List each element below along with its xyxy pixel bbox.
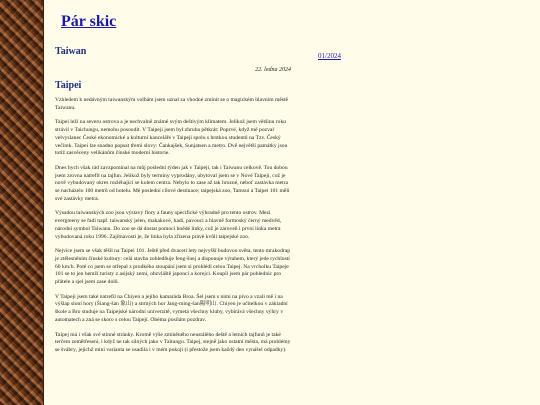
woven-pattern-sidebar: [0, 0, 44, 405]
article-paragraph: Nejvíce jsem se však těšil na Taipei 101. Ještě před dvaceti lety nejvyšší budovou světa, tento mrakodrap je ztělesněním čínské kultury: celá stavba zohledňuje feng-šuej a disponuje výtahem, který jede rychlostí 60 km/h. Poté co jsem se otřepal z prudkého stoupání jsem si prohlédl celou Taipej. Na vrcholku Taipeje 101 se to jen hemží turisty z asijský zemí, obzvláště japonci a korejci. Koupil jsem pár pohlednic pro přátele a sjel jsem zase dolů.: [55, 248, 291, 286]
archive-link[interactable]: 01/2024: [318, 52, 341, 60]
article-paragraph: Dnes bych však rád zavzpomínal na můj poslední týden jak v Taipeji, tak i Taiwanu celkově. Tou dobou jsem zrovna natrefil na tajfun. Jelikož byly termíny vyprodány, ubytoval jsem se v Nové Taipeji, což je nově vybudovaný okres rozléhající se kolem centra. Nebylo to zase až tak hrozné, neboť zastávka metra se nacházelo 100 metrů od hotelu. Mé poslední cílové destinace; taipejská zoo, Tamsui a Taipei 101 měli své zastávky metra.: [55, 164, 290, 202]
site-title-link[interactable]: Pár skic: [61, 13, 117, 30]
article-paragraph: Výsadou taiwanských zoo jsou výstavy flory a fauny specifické výhradně pro tento ostrov. Mezi evergreeny se řadí např. taiwanský jelen, makakové, hadi, pavouci a hlavně formoský černý medvěd, národní symbol Taiwanu. Do zoo se dá dostat pomocí hnědé linky, což je zároveň i první linka metra vybudovaná roku 1996. Zajímavostí je, že linka byla zřízena právě kvůli taipejské zoo.: [55, 210, 282, 240]
article-paragraph: Vzhledem k nedávným taiwanským volbám jsem uznal za vhodné zmínit se o magickém hlavním městě Taiwanu.: [55, 97, 289, 111]
article-paragraph: V Taipeji jsem také natrefil na Chiyen a jejího kamaráda Broa. Šel jsem s nimi na pivo a vzali mě i na výšlap sloní hory (Šiang-šan 象山) a strmých hor Jang-ming-šan陽明山. Chiyen je učitelkou v základní škole a Bro studuje na Taipejské národní univerzitě, vymetá všechny kluby, vybírává všechny výhry v automatech a zná se skoro s celou Taipejí. Obéma posílám pozdrav.: [55, 293, 288, 323]
article-heading: Taipei: [55, 80, 82, 91]
article: [55, 80, 291, 362]
post-date: 22. ledna 2024: [255, 67, 291, 73]
section-title: Taiwan: [55, 46, 87, 57]
article-paragraph: Taipei leží na severu ostrova a je nechvalně známé svým deštivým klimatem. Jelikož jsem většinu roku strávil v Taichungu, nemohu posoudit. V Taipeji jsem byl zhruba pětkrát: Poprvé, když mě pozval velvyslanec České ekonomické a kulturní kanceláře v Taipeji spolu s hrstkou studentů na Tzv. Český večírek. Taipei lze snadno popsat třemi slovy: Čankajšek, Sunjatsen a metro. Dvě největší památky jsou totiž zasvěceny velikánům čínské moderní historie.: [55, 119, 288, 157]
article-paragraph: Taipej má i však své stinné stránky. Kromě výše zmíněného neustálého deště a letních tajfunů je také terčem zemětřesení, i když ne tak silných jako v Taitungu. Taipej, stejně jako ostatní města, má problémy se švábry, jejichž mini varianta se usadila i v mém pokoji (i přestože jsem každý den vynášel odpadky).: [55, 331, 291, 353]
